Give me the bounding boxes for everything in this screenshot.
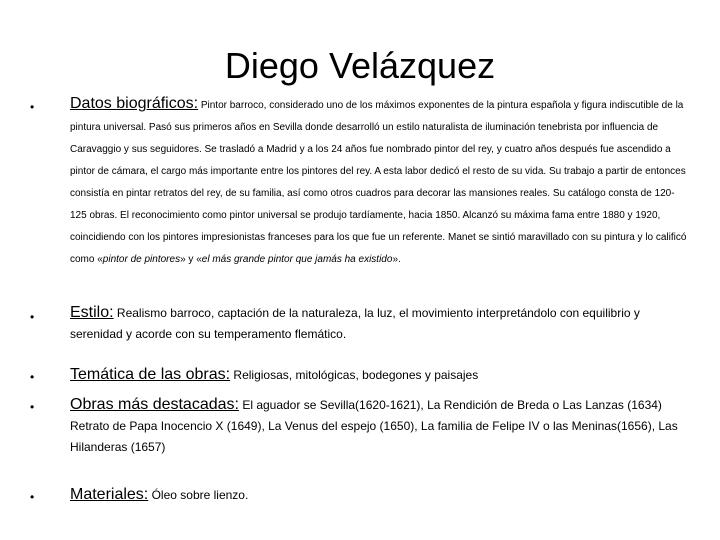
section-heading: Materiales: — [70, 486, 149, 503]
section-materiales — [70, 484, 690, 506]
bullet-icon: • — [30, 310, 35, 324]
section-text: Religiosas, mitológicas, bodegones y paisajes — [233, 368, 479, 382]
quote-text: pintor de pintores — [102, 254, 181, 265]
section-estilo — [70, 302, 690, 345]
section-heading: Estilo: — [70, 304, 114, 321]
bullet-icon: • — [30, 100, 35, 114]
section-text: Óleo sobre lienzo. — [151, 488, 249, 502]
section-text: Realismo barroco, captación de la naturaleza, la luz, el movimiento interpretándolo con equilibrio y serenidad y acorde con su temperamento flemático. — [70, 306, 640, 341]
bullet-icon: • — [30, 370, 35, 384]
section-text: ». — [392, 254, 401, 265]
section-heading: Obras más destacadas: — [70, 396, 239, 413]
section-text: El aguador se Sevilla(1620-1621), La Rendición de Breda o Las Lanzas (1634) Retrato de Papa Inocencio X (1649), La Venus del espejo (1650), La familia de Felipe IV o las Meninas(1656), Las Hilanderas (1657) — [70, 398, 678, 454]
section-tematica — [70, 364, 690, 386]
section-text: » y « — [180, 254, 202, 265]
slide-title: Diego Velázquez — [224, 45, 496, 86]
section-heading: Datos biográficos: — [70, 95, 199, 112]
quote-text: el más grande pintor que jamás ha existido — [201, 254, 393, 265]
bullet-icon: • — [30, 490, 35, 504]
section-datos-biograficos — [70, 93, 690, 271]
section-text: Pintor barroco, considerado uno de los máximos exponentes de la pintura española y figura indiscutible de la pintura universal. Pasó sus primeros años en Sevilla donde desarrolló un estilo naturalista de iluminación tenebrista por influencia de Caravaggio y sus seguidores. Se trasladó a Madrid y a los 24 años fue nombrado pintor del rey, y cuatro años después fue ascendido a pintor de cámara, el cargo más importante entre los pintores del rey. A esta labor dedicó el resto de su vida. Su trabajo a partir de entonces consistía en pintar retratos del rey, de su familia, así como otros cuadros para decorar las mansiones reales. Su catálogo consta de 120-125 obras. El reconocimiento como pintor universal se produjo tardíamente, hacia 1850. Alcanzó su máxima fama entre 1880 y 1920, coincidiendo con los pintores impresionistas franceses para los que fue un referente. Manet se sintió maravillado con su pintura y lo calificó como « — [70, 100, 687, 265]
bullet-icon: • — [30, 400, 35, 414]
section-heading: Temática de las obras: — [70, 366, 231, 383]
section-obras — [70, 394, 690, 458]
